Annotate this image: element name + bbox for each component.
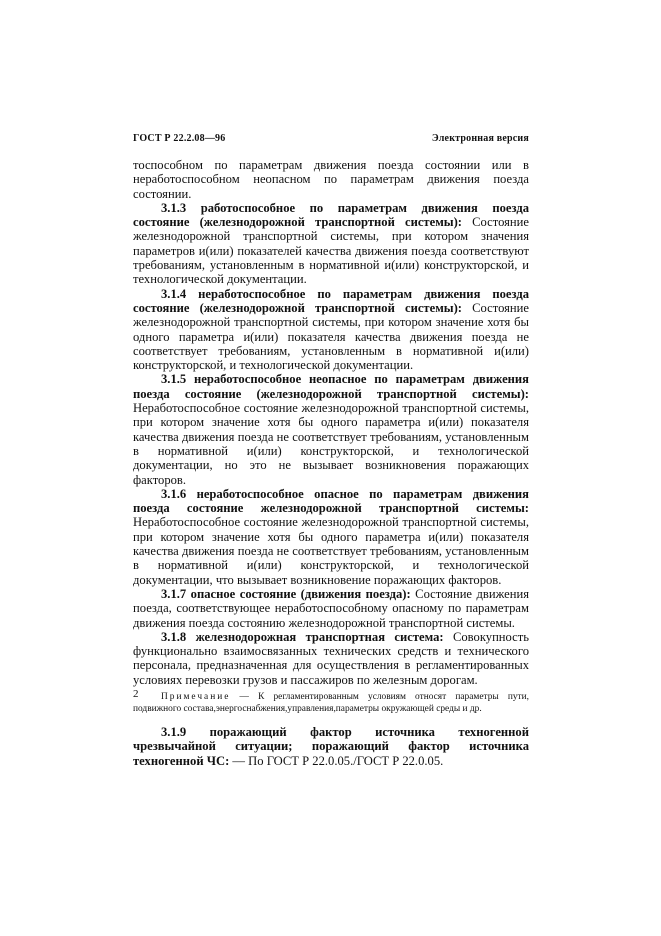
definition-text-3-1-5: Неработоспособное состояние железнодорожной транспортной системы, при котором значение хотя бы одного параметра и(или) показателя качества движения поезда не соответствует требованиям, установленным в нормативной и(или) конструкторской, и технологической документации, но это не вызывает возникновения поражающих факторов. bbox=[133, 401, 529, 487]
term-3-1-4: 3.1.4 неработоспособное по параметрам движения поезда состояние (железнодорожной транспортной системы): bbox=[133, 286, 529, 315]
page-number: 2 bbox=[133, 688, 139, 700]
term-3-1-6: 3.1.6 неработоспособное опасное по параметрам движения поезда состояние железнодорожной транспортной системы: bbox=[133, 486, 529, 516]
definition-3-1-6 bbox=[133, 487, 529, 587]
definition-text-3-1-7: Состояние движения поезда, соответствующее неработоспособному опасному по параметрам движения поезда состоянию железнодорожной транспортной системы. bbox=[133, 586, 529, 630]
page-header bbox=[133, 133, 529, 144]
definition-3-1-9 bbox=[133, 725, 529, 768]
definition-3-1-3 bbox=[133, 201, 529, 287]
definition-text-3-1-4: Состояние железнодорожной транспортной системы, при котором значение хотя бы одного параметра и(или) показателя качества движения поезда не соответствует требованиям, установленным в нормативной и(или) конструкторской, и технологической документации. bbox=[133, 300, 529, 373]
term-3-1-9: 3.1.9 поражающий фактор источника техногенной чрезвычайной ситуации; поражающий фактор источника техногенной ЧС: bbox=[133, 724, 529, 768]
header-standard-code: ГОСТ Р 22.2.08—96 bbox=[133, 133, 226, 144]
definition-text-3-1-9: — По ГОСТ Р 22.0.05./ГОСТ Р 22.0.05. bbox=[229, 753, 444, 768]
term-3-1-3: 3.1.3 работоспособное по параметрам движения поезда состояние (железнодорожной транспортной системы): bbox=[133, 200, 529, 230]
definition-text-3-1-8: Совокупность функционально взаимосвязанных технических средств и технического персонала, предназначенная для осуществления в регламентированных условиях перевозки грузов и пассажиров по железным дорогам. bbox=[133, 629, 529, 687]
definition-3-1-7 bbox=[133, 587, 529, 630]
note-text: — К регламентированным условиям относят параметры пути, подвижного состава,энергоснабжения,управления,параметры окружающей среды и др. bbox=[133, 691, 529, 714]
document-body bbox=[133, 158, 529, 768]
paragraph-continuation: тоспособном по параметрам движения поезда состоянии или в неработоспособном неопасном по параметрам движения поезда состоянии. bbox=[133, 158, 529, 201]
term-3-1-5: 3.1.5 неработоспособное неопасное по параметрам движения поезда состояние (железнодорожной транспортной системы): bbox=[133, 372, 529, 401]
definition-3-1-8 bbox=[133, 630, 529, 687]
definition-3-1-4 bbox=[133, 287, 529, 373]
term-3-1-7: 3.1.7 опасное состояние (движения поезда): bbox=[161, 586, 411, 601]
header-version-label: Электронная версия bbox=[431, 133, 529, 144]
term-3-1-8: 3.1.8 железнодорожная транспортная система: bbox=[161, 629, 444, 644]
note bbox=[133, 691, 529, 715]
definition-text-3-1-6: Неработоспособное состояние железнодорожной транспортной системы, при котором значение хотя бы одного параметра и(или) показателя качества движения поезда не соответствует требованиям, установленным в нормативной и(или) конструкторской, и технологической документации, что вызывает возникновение поражающих факторов. bbox=[133, 515, 529, 587]
definition-3-1-5 bbox=[133, 372, 529, 486]
definition-text-3-1-3: Состояние железнодорожной транспортной системы, при котором значения параметров и(или) показателей качества движения поезда соответствуют требованиям, установленным в нормативной и(или) конструкторской, и технологической документации. bbox=[133, 215, 529, 287]
note-label: Примечание bbox=[161, 691, 231, 702]
